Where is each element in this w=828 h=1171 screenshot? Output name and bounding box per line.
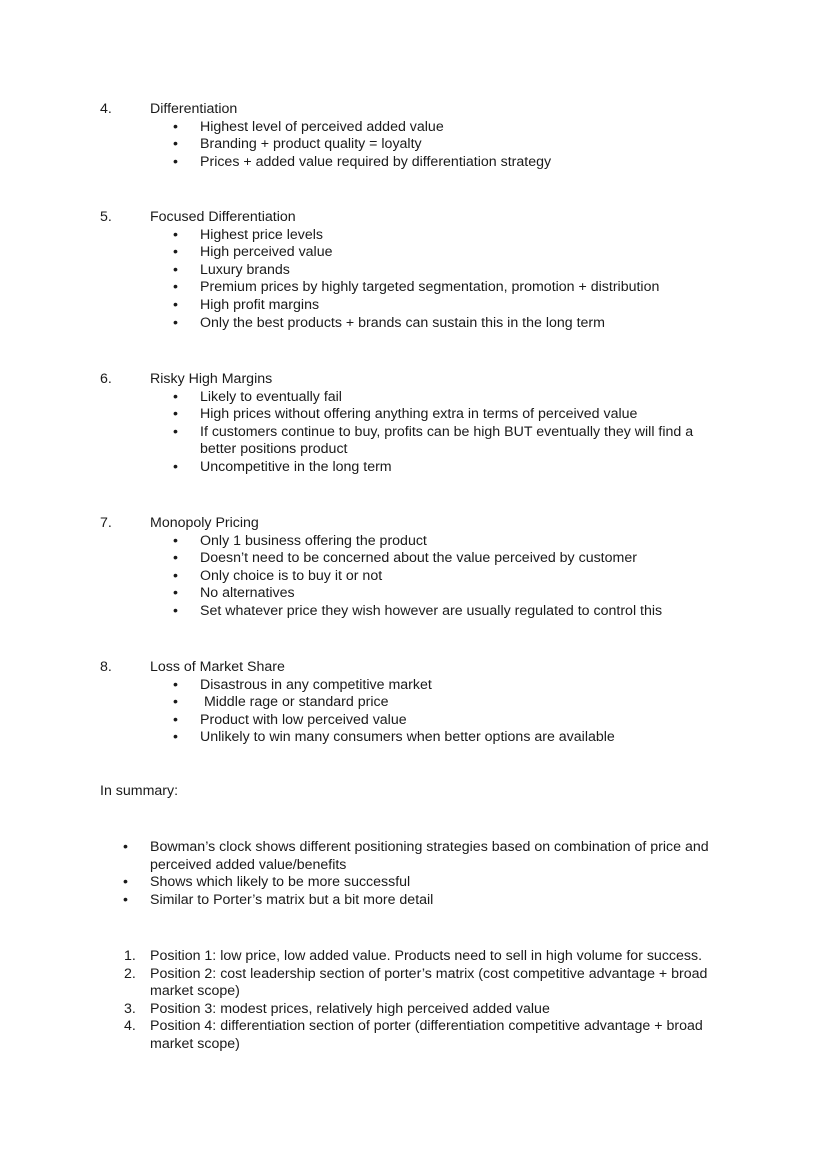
- bullet-icon: •: [173, 694, 178, 711]
- list-item: [0, 227, 730, 245]
- list-item-text: Position 2: cost leadership section of porter’s matrix (cost competitive advantage + broad market scope): [150, 965, 708, 1000]
- bullet-icon: •: [173, 458, 178, 475]
- list-item-text: Only choice is to buy it or not: [200, 567, 383, 584]
- list-item: [0, 315, 730, 333]
- list-item-text: Luxury brands: [200, 261, 290, 278]
- list-item: [0, 262, 730, 280]
- summary-label: In summary:: [100, 783, 179, 799]
- list-item: [0, 729, 730, 747]
- list-item-text: Position 4: differentiation section of porter (differentiation competitive advantage + broad market scope): [150, 1018, 703, 1052]
- list-item-text: Unlikely to win many consumers when better options are available: [200, 729, 615, 746]
- bullet-icon: •: [173, 585, 178, 602]
- list-item-text: Doesn’t need to be concerned about the value perceived by customer: [200, 550, 637, 567]
- section-number: 4.: [100, 101, 112, 117]
- list-item-text: High profit margins: [200, 296, 320, 313]
- summary-bullet-list: [0, 839, 828, 909]
- list-item: [0, 406, 730, 424]
- list-item: [0, 459, 730, 477]
- bullet-icon: •: [173, 279, 178, 296]
- bullet-icon: •: [173, 388, 178, 405]
- bullet-list: [0, 389, 828, 477]
- section-number: 8.: [100, 659, 112, 675]
- bullet-icon: •: [173, 711, 178, 728]
- list-item-text: If customers continue to buy, profits can be high BUT eventually they will find a better positions product: [200, 423, 694, 458]
- section-number: 6.: [100, 371, 112, 387]
- list-item: [0, 839, 730, 874]
- positions-list: [0, 948, 828, 1054]
- list-item-text: Likely to eventually fail: [200, 388, 342, 405]
- bullet-icon: •: [173, 153, 178, 170]
- list-item: [0, 136, 730, 154]
- list-item-text: Disastrous in any competitive market: [200, 676, 432, 693]
- list-item: [0, 119, 730, 137]
- list-item-text: Middle rage or standard price: [200, 694, 389, 711]
- list-item-text: Branding + product quality = loyalty: [200, 136, 422, 153]
- list-item: [0, 585, 730, 603]
- bullet-icon: •: [173, 423, 178, 440]
- list-item: [0, 694, 730, 712]
- list-item: [0, 1018, 720, 1053]
- list-item-text: Similar to Porter’s matrix but a bit more detail: [150, 891, 434, 908]
- list-item-text: Only 1 business offering the product: [200, 532, 427, 549]
- bullet-icon: •: [173, 296, 178, 313]
- list-item-text: High prices without offering anything extra in terms of perceived value: [200, 406, 638, 423]
- list-item-text: Shows which likely to be more successful: [150, 874, 411, 891]
- bullet-icon: •: [123, 839, 128, 855]
- bullet-list: [0, 119, 828, 172]
- list-item-text: Highest level of perceived added value: [200, 118, 444, 135]
- bullet-icon: •: [173, 226, 178, 243]
- list-item-text: Highest price levels: [200, 226, 324, 243]
- list-item: [0, 892, 730, 910]
- bullet-icon: •: [173, 136, 178, 153]
- list-item: [0, 389, 730, 407]
- section-heading: Loss of Market Share: [150, 659, 285, 675]
- section-heading: Monopoly Pricing: [150, 515, 259, 531]
- section-heading: Focused Differentiation: [150, 209, 296, 225]
- list-item: [0, 948, 720, 966]
- bullet-icon: •: [173, 261, 178, 278]
- bullet-icon: •: [173, 118, 178, 135]
- list-item: [0, 244, 730, 262]
- bullet-icon: •: [173, 406, 178, 423]
- list-item: [0, 1001, 720, 1019]
- list-item: [0, 424, 730, 459]
- bullet-icon: •: [123, 891, 128, 908]
- bullet-icon: •: [173, 314, 178, 331]
- list-item: [0, 279, 730, 297]
- list-item: [0, 297, 730, 315]
- bullet-icon: •: [173, 602, 178, 619]
- list-item: [0, 874, 730, 892]
- list-item-text: Position 1: low price, low added value. Products need to sell in high volume for success.: [150, 948, 703, 964]
- list-item-text: Only the best products + brands can sustain this in the long term: [200, 314, 605, 331]
- bullet-list: [0, 677, 828, 747]
- section-heading: Risky High Margins: [150, 371, 273, 387]
- list-item: [0, 712, 730, 730]
- list-item-text: Premium prices by highly targeted segmentation, promotion + distribution: [200, 279, 660, 296]
- list-item-text: Uncompetitive in the long term: [200, 458, 392, 475]
- list-item: [0, 966, 720, 1001]
- bullet-icon: •: [173, 676, 178, 693]
- list-item: [0, 154, 730, 172]
- bullet-icon: •: [173, 550, 178, 567]
- list-item: [0, 550, 730, 568]
- list-number: 4.: [124, 1018, 136, 1035]
- list-item-text: High perceived value: [200, 244, 333, 261]
- section-number: 7.: [100, 515, 112, 531]
- section-heading: Differentiation: [150, 101, 238, 117]
- list-number: 3.: [124, 1000, 136, 1017]
- list-item-text: No alternatives: [200, 585, 295, 602]
- list-item: [0, 568, 730, 586]
- bullet-list: [0, 227, 828, 333]
- section-number: 5.: [100, 209, 112, 225]
- list-item-text: Prices + added value required by differentiation strategy: [200, 153, 552, 170]
- list-item: [0, 603, 730, 621]
- list-item: [0, 533, 730, 551]
- bullet-icon: •: [173, 729, 178, 746]
- bullet-list: [0, 533, 828, 621]
- list-item-text: Product with low perceived value: [200, 711, 407, 728]
- list-item-text: Set whatever price they wish however are usually regulated to control this: [200, 602, 663, 619]
- list-number: 2.: [124, 965, 136, 982]
- bullet-icon: •: [173, 244, 178, 261]
- list-item-text: Position 3: modest prices, relatively high perceived added value: [150, 1000, 550, 1017]
- bullet-icon: •: [173, 532, 178, 549]
- list-item-text: Bowman’s clock shows different positioning strategies based on combination of price and perceived added value/benefits: [150, 839, 709, 873]
- bullet-icon: •: [173, 567, 178, 584]
- list-item: [0, 677, 730, 695]
- list-number: 1.: [124, 948, 136, 964]
- bullet-icon: •: [123, 874, 128, 891]
